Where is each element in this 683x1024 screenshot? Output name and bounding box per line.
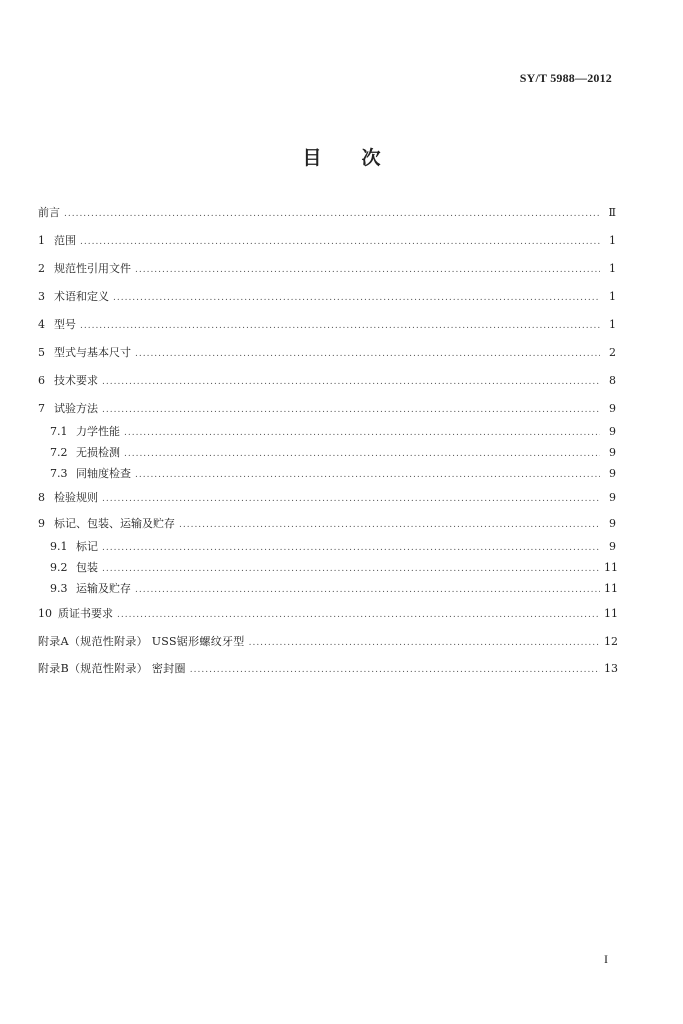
toc-entry-page: 12 <box>604 635 618 648</box>
standard-code: SY/T 5988—2012 <box>519 71 612 85</box>
toc-entry-title: 运输及贮存 <box>76 582 131 595</box>
page-number: I <box>604 952 608 966</box>
toc-entry-number: 9 <box>38 517 45 530</box>
toc-leader <box>190 664 600 677</box>
toc-entry-title: 范围 <box>54 234 76 247</box>
toc-entry-number: 9.1 <box>50 540 68 553</box>
toc-entry-page: 1 <box>609 290 616 303</box>
toc-leader <box>124 427 600 440</box>
toc-entry-number: 7 <box>38 402 45 415</box>
toc-entry-8[interactable] <box>38 491 616 506</box>
toc-entry-number: 9.3 <box>50 582 68 595</box>
toc-entry-5[interactable] <box>38 346 616 361</box>
toc-entry-number: 2 <box>38 262 45 275</box>
toc-entry-title: 前言 <box>38 206 60 219</box>
toc-entry-title: 附录A（规范性附录） USS锯形螺纹牙型 <box>38 635 245 648</box>
page-title: 目次 <box>302 147 421 169</box>
toc-entry-page: 9 <box>609 402 616 415</box>
toc-entry-page: 9 <box>609 467 616 480</box>
toc-entry-number: 3 <box>38 290 45 303</box>
toc-entry-2[interactable] <box>38 262 616 277</box>
toc-entry-7-2[interactable] <box>38 446 616 461</box>
toc-entry-1[interactable] <box>38 234 616 249</box>
toc-entry-title: 术语和定义 <box>54 290 109 303</box>
toc-entry-page: 9 <box>609 540 616 553</box>
toc-entry-number: 7.2 <box>50 446 68 459</box>
toc-entry-title: 无损检测 <box>76 446 120 459</box>
toc-leader <box>102 563 600 576</box>
toc-leader <box>249 637 600 650</box>
toc-leader <box>102 376 600 389</box>
toc-entry-page: 9 <box>609 425 616 438</box>
toc-entry-9-2[interactable] <box>38 561 616 576</box>
toc-entry-page: 1 <box>609 262 616 275</box>
toc-leader <box>135 469 600 482</box>
toc-leader <box>179 519 600 532</box>
toc-entry-page: 1 <box>609 234 616 247</box>
toc-leader <box>80 236 600 249</box>
toc-entry-7-3[interactable] <box>38 467 616 482</box>
toc-entry-page: 8 <box>609 374 616 387</box>
toc-entry-7-1[interactable] <box>38 425 616 440</box>
toc-entry-title: 标记 <box>76 540 98 553</box>
toc-entry-number: 6 <box>38 374 45 387</box>
toc-entry-title: 试验方法 <box>54 402 98 415</box>
toc-leader <box>102 493 600 506</box>
toc-entry-4[interactable] <box>38 318 616 333</box>
toc-entry-9-1[interactable] <box>38 540 616 555</box>
toc-entry-appendix-b[interactable] <box>38 662 616 677</box>
toc-entry-number: 10 <box>38 607 52 620</box>
table-of-contents <box>38 206 616 677</box>
toc-entry-number: 4 <box>38 318 45 331</box>
toc-leader <box>135 584 600 597</box>
toc-leader <box>124 448 600 461</box>
toc-entry-7[interactable] <box>38 402 616 417</box>
toc-entry-10[interactable] <box>38 607 616 622</box>
toc-entry-9-3[interactable] <box>38 582 616 597</box>
toc-entry-9[interactable] <box>38 517 616 532</box>
toc-entry-title: 规范性引用文件 <box>54 262 131 275</box>
toc-entry-title: 型号 <box>54 318 76 331</box>
toc-leader <box>113 292 600 305</box>
toc-entry-title: 同轴度检查 <box>76 467 131 480</box>
toc-entry-page: Ⅱ <box>608 206 616 219</box>
toc-entry-page: 11 <box>604 582 618 595</box>
toc-entry-page: 9 <box>609 517 616 530</box>
toc-entry-page: 9 <box>609 491 616 504</box>
toc-entry-page: 1 <box>609 318 616 331</box>
toc-leader <box>135 348 600 361</box>
toc-entry-foreword[interactable] <box>38 206 616 221</box>
toc-entry-number: 7.1 <box>50 425 68 438</box>
toc-entry-title: 技术要求 <box>54 374 98 387</box>
toc-entry-page: 11 <box>604 607 618 620</box>
toc-entry-3[interactable] <box>38 290 616 305</box>
toc-entry-title: 附录B（规范性附录） 密封圈 <box>38 662 186 675</box>
toc-leader <box>102 404 600 417</box>
toc-entry-title: 型式与基本尺寸 <box>54 346 131 359</box>
toc-entry-page: 2 <box>609 346 616 359</box>
toc-entry-appendix-a[interactable] <box>38 635 616 650</box>
toc-leader <box>135 264 600 277</box>
toc-entry-number: 5 <box>38 346 45 359</box>
toc-entry-title: 标记、包装、运输及贮存 <box>54 517 175 530</box>
toc-entry-page: 13 <box>604 662 618 675</box>
toc-entry-number: 9.2 <box>50 561 68 574</box>
toc-entry-number: 7.3 <box>50 467 68 480</box>
toc-leader <box>80 320 600 333</box>
toc-entry-title: 质证书要求 <box>58 607 113 620</box>
toc-entry-page: 9 <box>609 446 616 459</box>
toc-entry-title: 检验规则 <box>54 491 98 504</box>
toc-entry-number: 8 <box>38 491 45 504</box>
toc-entry-page: 11 <box>604 561 618 574</box>
toc-leader <box>64 208 600 221</box>
toc-leader <box>117 609 600 622</box>
toc-entry-6[interactable] <box>38 374 616 389</box>
toc-entry-number: 1 <box>38 234 45 247</box>
toc-leader <box>102 542 600 555</box>
toc-entry-title: 力学性能 <box>76 425 120 438</box>
toc-entry-title: 包装 <box>76 561 98 574</box>
